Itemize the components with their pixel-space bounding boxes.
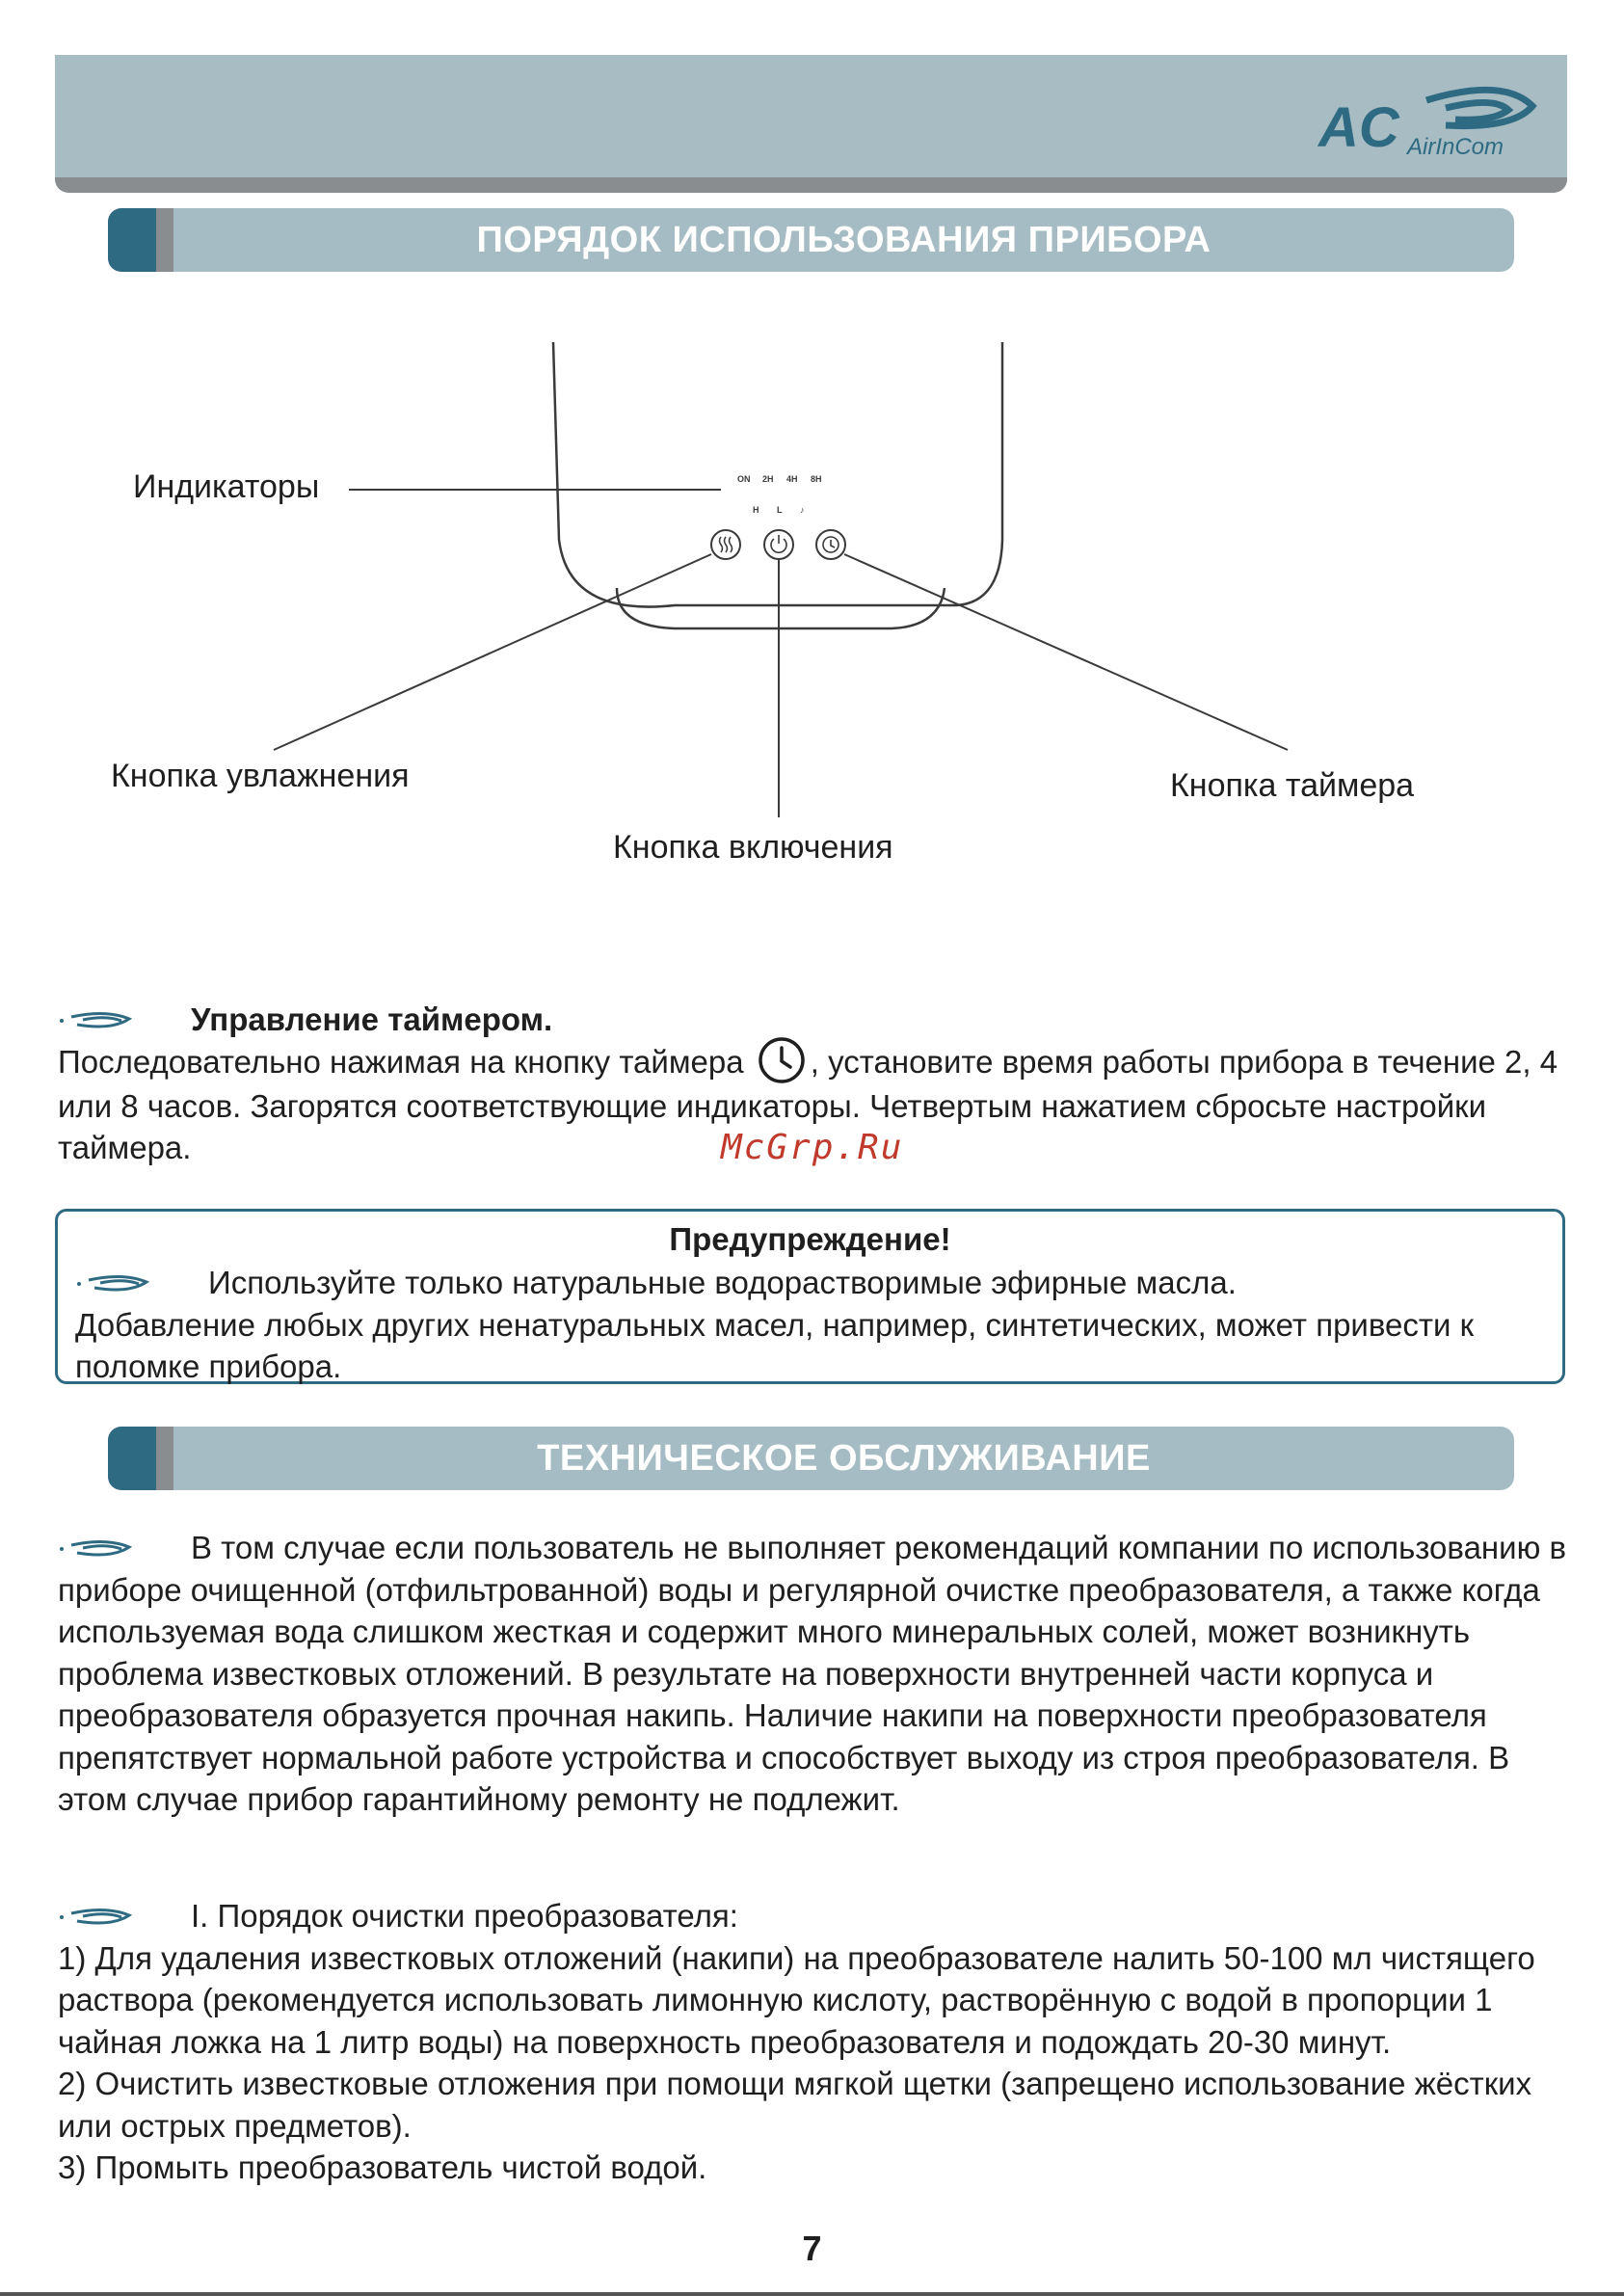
cleaning-procedure (58, 1895, 1581, 2189)
device-diagram (0, 318, 1624, 896)
label-humidify-button: Кнопка увлажнения (111, 758, 410, 794)
maintenance-paragraph (58, 1527, 1581, 1821)
section-title: ПОРЯДОК ИСПОЛЬЗОВАНИЯ ПРИБОРА (476, 219, 1211, 260)
section-bar-usage (108, 208, 1514, 272)
section-bar-maintenance (108, 1427, 1514, 1490)
bullet-swoosh-icon (58, 1908, 133, 1929)
timer-text-part1: Последовательно нажимая на кнопку таймера (58, 1043, 744, 1080)
timer-heading: Управление таймером. (191, 1001, 553, 1037)
airincom-logo (1311, 79, 1542, 166)
logo-mark: AC (1318, 96, 1399, 159)
warning-line1: Используйте только натуральные водорастворимые эфирные масла. (208, 1265, 1237, 1300)
panel-mark: L (777, 505, 783, 515)
warning-box (55, 1209, 1565, 1384)
device-base-outline (617, 588, 945, 628)
section-title: ТЕХНИЧЕСКОЕ ОБСЛУЖИВАНИЕ (537, 1437, 1151, 1479)
panel-mark: ON (737, 474, 751, 484)
bullet-swoosh-icon (58, 1539, 133, 1561)
panel-mark: H (753, 505, 759, 515)
section-accent (108, 1427, 156, 1490)
warning-line2: Добавление любых других ненатуральных масел, например, синтетических, может привести к поломке прибора. (75, 1306, 1475, 1384)
section-accent (156, 208, 173, 272)
panel-mark: 2H (762, 474, 774, 484)
section-accent (108, 208, 156, 272)
header-rule (55, 177, 1567, 193)
footer-rule (0, 2292, 1624, 2296)
cleaning-heading: I. Порядок очистки преобразователя: (191, 1898, 738, 1934)
cleaning-step: 1) Для удаления известковых отложений (накипи) на преобразователе налить 50-100 мл чистящего раствора (рекомендуется использовать лимонную кислоту, растворённую с водой в пропорции 1 чайная ложка на 1 литр воды) на поверхность преобразователя и подождать 20-30 минут. (58, 1939, 1535, 2060)
watermark: McGrp.Ru (721, 1128, 904, 1167)
label-indicators: Индикаторы (133, 468, 320, 505)
clock-icon (757, 1035, 807, 1085)
timer-button-icon (816, 530, 845, 559)
label-timer-button: Кнопка таймера (1170, 767, 1415, 804)
bullet-swoosh-icon (75, 1274, 150, 1295)
section-accent (156, 1427, 173, 1490)
panel-mark: ♪ (800, 505, 805, 515)
humidify-button-icon (711, 530, 740, 559)
bullet-swoosh-icon (58, 1011, 133, 1032)
cleaning-step: 2) Очистить известковые отложения при помощи мягкой щетки (запрещено использование жёстких или острых предметов). (58, 2066, 1532, 2144)
panel-mark: 4H (786, 474, 798, 484)
timer-text-part2: , установите время работы прибора в течение 2, 4 или 8 часов. Загорятся соответствующие индикаторы. Четвертым нажатием сбросьте настройки таймера. (58, 1043, 1558, 1166)
panel-mark: 8H (811, 474, 822, 484)
warning-title: Предупреждение! (669, 1221, 951, 1257)
power-button-icon (764, 530, 793, 559)
page-number: 7 (802, 2229, 822, 2268)
cleaning-step: 3) Промыть преобразователь чистой водой. (58, 2149, 707, 2185)
maintenance-text: В том случае если пользователь не выполняет рекомендаций компании по использованию в приборе очищенной (отфильтрованной) воды и регулярной очистке преобразователя, а также когда используемая вода слишком жесткая и содержит много минеральных солей, может возникнуть проблема известковых отложений. В результате на поверхности внутренней части корпуса и преобразователя образуется прочная накипь. Наличие накипи на поверхности преобразователя препятствует нормальной работе устройства и способствует выходу из строя преобразователя. В этом случае прибор гарантийному ремонту не подлежит. (58, 1530, 1567, 1817)
label-power-button: Кнопка включения (613, 829, 893, 866)
warning-text (75, 1262, 1550, 1388)
logo-text: AirInCom (1407, 134, 1504, 160)
